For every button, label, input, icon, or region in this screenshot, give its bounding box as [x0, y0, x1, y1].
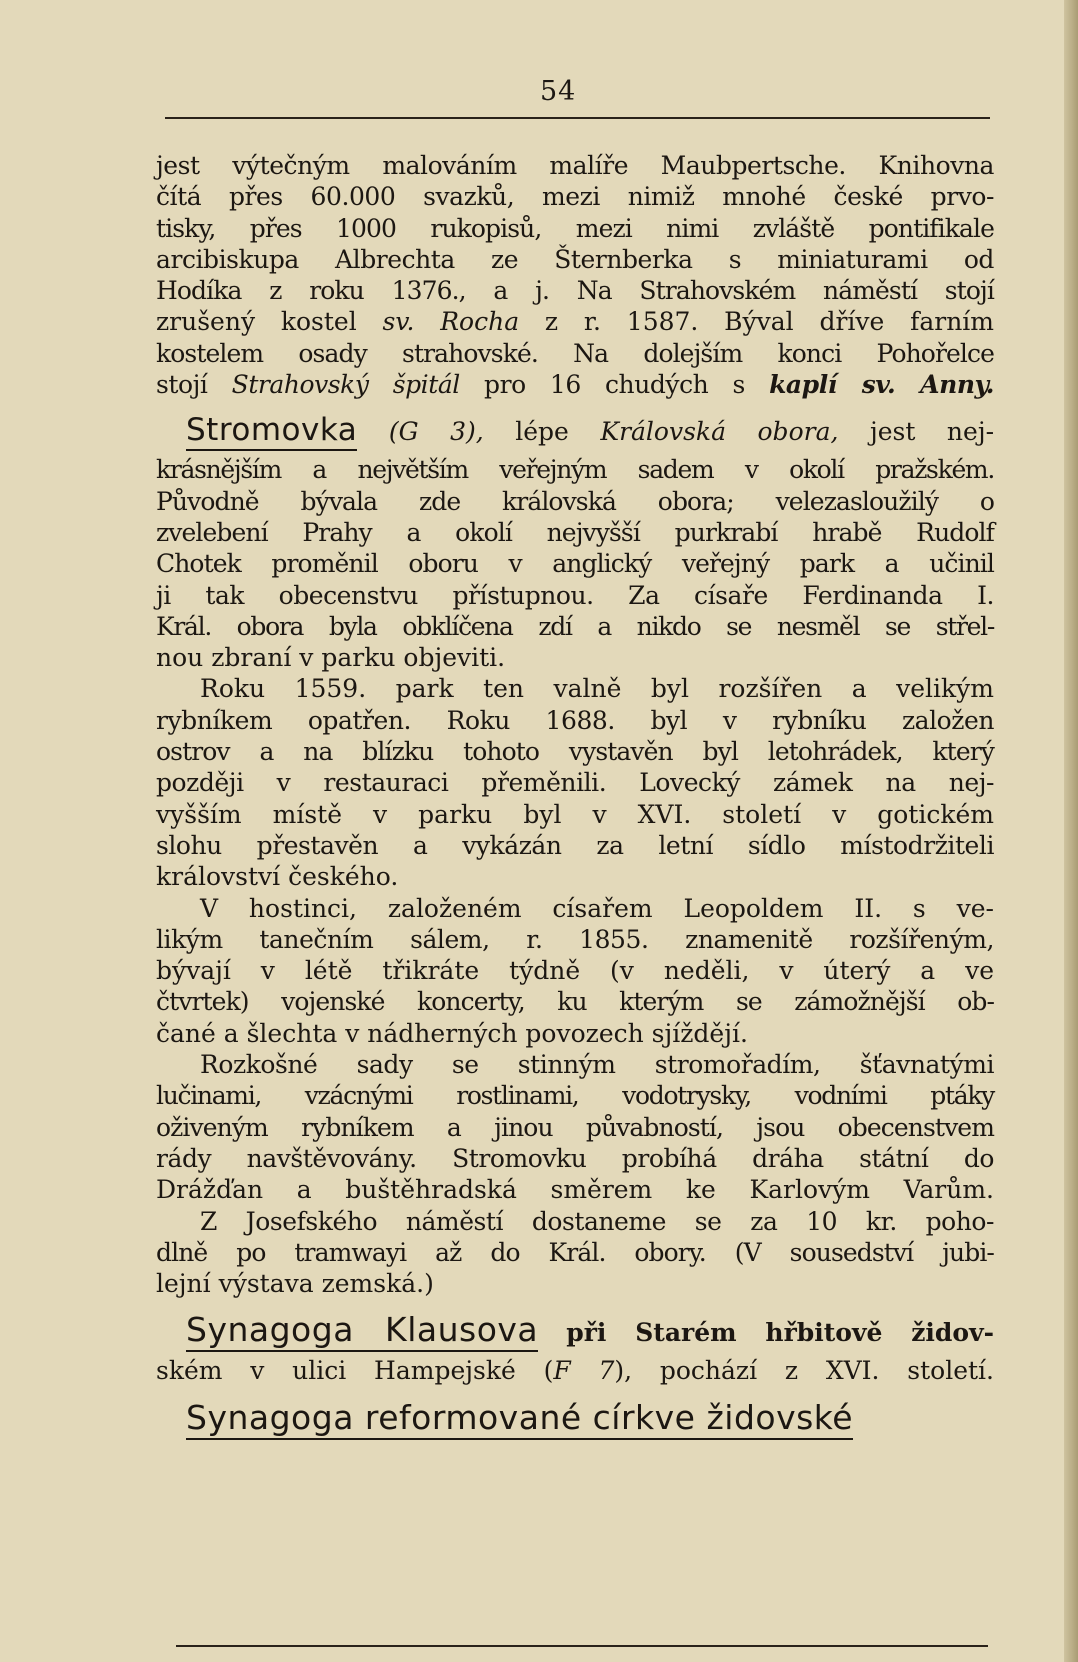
section-heading-synagoga-reformovane: Synagoga reformované církve židovské: [186, 1398, 853, 1440]
text-run: z r. 1587. Býval dříve farním: [544, 307, 994, 337]
text-line: jest výtečným malováním malíře Maubpertsche. Knihovna: [156, 151, 994, 180]
text-run: stojí: [156, 370, 208, 400]
text-line: království českého.: [156, 862, 399, 892]
text-line: lejní výstava zemská.): [156, 1269, 434, 1299]
footer-rule: [176, 1645, 988, 1647]
text-line: [156, 1355, 994, 1386]
text-line: likým tanečním sálem, r. 1855. znamenitě rozšířeným,: [156, 924, 994, 954]
text-run: zrušený kostel: [156, 307, 357, 337]
text-line: ji tak obecenstvu přístupnou. Za císaře Ferdinanda I.: [156, 580, 994, 610]
place-name: Strahovský špitál: [231, 370, 460, 400]
klausova-heading-line: [156, 1305, 994, 1355]
text-line: slohu přestavěn a vykázán za letní sídlo místodržiteli: [156, 830, 994, 860]
page-text: [156, 150, 994, 1443]
text-line: Roku 1559. park ten valně byl rozšířen a velikým: [200, 674, 994, 704]
map-reference: F 7: [553, 1356, 615, 1386]
text-line: ostrov a na blízku tohoto vystavěn byl letohrádek, který: [156, 737, 994, 767]
text-line: tisky, přes 1000 rukopisů, mezi nimi zvláště pontifikale: [156, 213, 994, 243]
text-line: lučinami, vzácnými rostlinami, vodotrysky, vodními ptáky: [156, 1081, 994, 1111]
page-number: 54: [540, 76, 577, 107]
text-line: Chotek proměnil oboru v anglický veřejný park a učinil: [156, 549, 994, 579]
reform-synagogue-heading-line: [156, 1393, 994, 1443]
text-run: jest nej-: [869, 417, 995, 447]
place-name: Královská obora,: [600, 417, 839, 447]
page-spine-edge: [1064, 0, 1078, 1662]
text-line: Rozkošné sady se stinným stromořadím, šťavnatými: [200, 1050, 994, 1080]
text-line: vyšším místě v parku byl v XVI. století v gotickém: [156, 799, 994, 829]
place-name: sv. Rocha: [382, 307, 520, 337]
text-line: zvelebení Prahy a okolí nejvyšší purkrabí hrabě Rudolf: [156, 517, 994, 547]
text-line: Původně bývala zde královská obora; velezasloužilý o: [156, 486, 994, 516]
text-line: krásnějším a největším veřejným sadem v okolí pražském.: [156, 455, 994, 485]
text-run: pro 16 chudých s: [484, 370, 745, 400]
text-line: čítá přes 60.000 svazků, mezi nimiž mnohé české prvo-: [156, 182, 994, 212]
text-line: dlně po tramwayi až do Král. obory. (V sousedství jubi-: [156, 1237, 994, 1267]
text-line: Hodíka z roku 1376., a j. Na Strahovském náměstí stojí: [156, 276, 994, 306]
text-line: rybníkem opatřen. Roku 1688. byl v rybníku založen: [156, 705, 994, 735]
text-run: lépe: [515, 417, 569, 447]
section-heading-stromovka: Stromovka: [186, 412, 357, 451]
text-line: čtvrtek) vojenské koncerty, ku kterým se zámožnější ob-: [156, 987, 994, 1017]
header-rule: [165, 117, 990, 119]
text-line: arcibiskupa Albrechta ze Šternberka s miniaturami od: [156, 244, 994, 274]
text-run: ), pochází z XVI. století.: [614, 1356, 994, 1386]
text-line: rády navštěvovány. Stromovku probíhá dráha státní do: [156, 1143, 994, 1173]
text-line: Král. obora byla obklíčena zdí a nikdo se nesměl se střel-: [156, 611, 994, 641]
text-line: V hostinci, založeném císařem Leopoldem II. s ve-: [200, 893, 994, 923]
text-line: kostelem osady strahovské. Na dolejším konci Pohořelce: [156, 338, 994, 368]
text-line: čané a šlechta v nádherných povozech sjíždějí.: [156, 1018, 748, 1048]
place-name: kaplí sv. Anny.: [769, 370, 995, 400]
text-run: ském v ulici Hampejské (: [156, 1356, 554, 1386]
map-reference: (G 3),: [388, 417, 484, 447]
text-line: nou zbraní v parku objeviti.: [156, 643, 506, 673]
section-heading-synagoga-klausova: Synagoga Klausova: [186, 1310, 538, 1352]
stromovka-heading-line: [156, 406, 994, 454]
text-line: později v restauraci přeměnili. Lovecký zámek na nej-: [156, 768, 994, 798]
text-line: oživeným rybníkem a jinou půvabností, jsou obecenstvem: [156, 1112, 994, 1142]
text-line: [156, 306, 994, 337]
text-line: [156, 369, 994, 400]
text-run: při Starém hřbitově židov-: [566, 1318, 994, 1348]
text-line: Z Josefského náměstí dostaneme se za 10 kr. poho-: [200, 1206, 994, 1236]
text-line: Drážďan a buštěhradská směrem ke Karlovým Varům.: [156, 1175, 994, 1205]
text-line: bývají v létě třikráte týdně (v neděli, v úterý a ve: [156, 956, 994, 986]
